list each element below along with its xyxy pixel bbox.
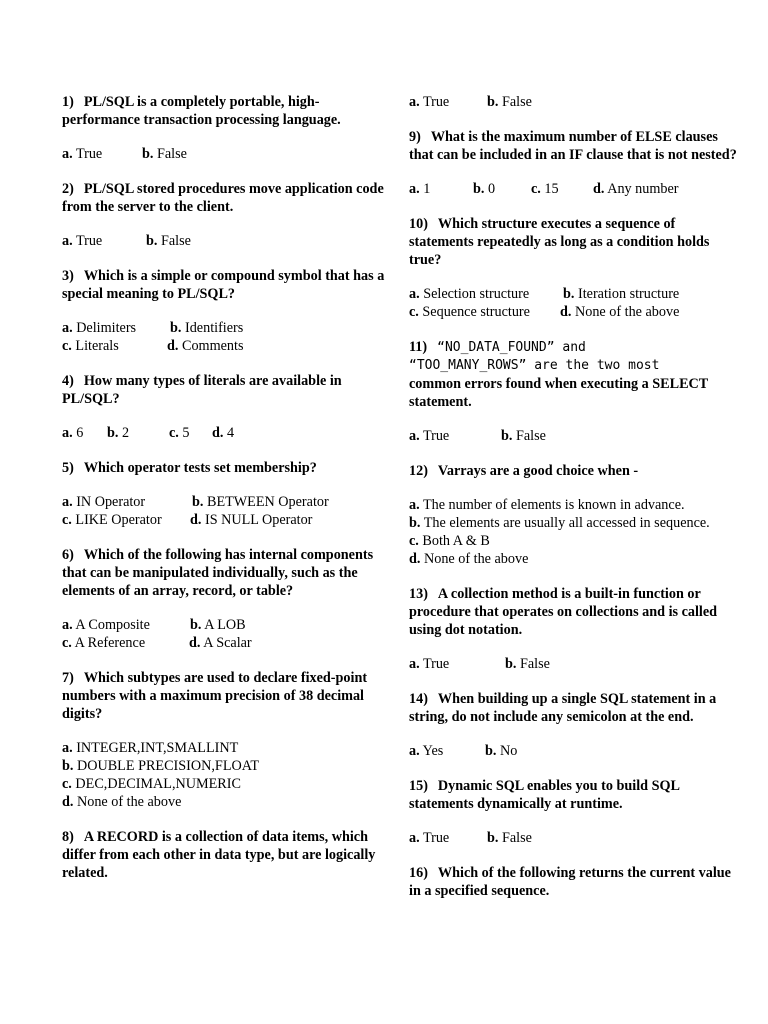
option-d: d. None of the above	[560, 304, 680, 320]
option-a: a. 1	[409, 181, 431, 197]
question-10: 10) Which structure executes a sequence of statements repeatedly as long as a condition holds true?	[409, 216, 710, 268]
options-9	[409, 180, 739, 198]
options-8	[409, 93, 739, 111]
option-d: d. Any number	[593, 181, 679, 197]
options-3	[62, 319, 387, 355]
question-6: 6) Which of the following has internal components that can be manipulated individually, such as the elements of an array, record, or table?	[62, 547, 374, 599]
option-b: b. False	[505, 656, 550, 672]
option-d: d. A Scalar	[189, 635, 252, 651]
question-4: 4) How many types of literals are available in PL/SQL?	[62, 373, 342, 407]
option-a: a. True	[409, 428, 450, 444]
question-12: 12) Varrays are a good choice when -	[409, 463, 639, 479]
options-1	[62, 145, 387, 163]
option-d: d. Comments	[167, 338, 244, 354]
options-11	[409, 427, 739, 445]
options-4	[62, 424, 387, 442]
option-a: a. True	[409, 656, 450, 672]
options-14	[409, 742, 739, 760]
option-a: a. The number of elements is known in advance.	[409, 497, 685, 513]
option-a: a. Delimiters	[62, 320, 137, 336]
option-a: a. True	[62, 146, 103, 162]
option-c: c. DEC,DECIMAL,NUMERIC	[62, 776, 241, 792]
option-b: b. False	[501, 428, 546, 444]
option-c: c. 15	[531, 181, 559, 197]
option-b: b. 2	[107, 425, 130, 441]
question-15: 15) Dynamic SQL enables you to build SQL statements dynamically at runtime.	[409, 778, 680, 812]
option-b: b. False	[487, 94, 532, 110]
question-5: 5) Which operator tests set membership?	[62, 460, 317, 476]
option-a: a. Yes	[409, 743, 444, 759]
right-column	[409, 93, 739, 900]
options-13	[409, 655, 739, 673]
options-12	[409, 496, 739, 568]
options-7	[62, 739, 387, 811]
option-b: b. BETWEEN Operator	[192, 494, 329, 510]
question-1: 1) PL/SQL is a completely portable, high-performance transaction processing language.	[62, 94, 341, 128]
question-16: 16) Which of the following returns the current value in a specified sequence.	[409, 865, 731, 899]
option-b: b. The elements are usually all accessed in sequence.	[409, 515, 710, 531]
question-7: 7) Which subtypes are used to declare fixed-point numbers with a maximum precision of 38 decimal digits?	[62, 670, 368, 722]
option-a: a. True	[409, 94, 450, 110]
options-15	[409, 829, 739, 847]
left-column	[62, 93, 387, 882]
option-a: a. A Composite	[62, 617, 150, 633]
option-c: c. Literals	[62, 338, 119, 354]
options-10	[409, 285, 739, 321]
option-b: b. Iteration structure	[563, 286, 680, 302]
option-c: c. Sequence structure	[409, 304, 530, 320]
option-b: b. 0	[473, 181, 496, 197]
question-8: 8) A RECORD is a collection of data items, which differ from each other in data type, but are logically related.	[62, 829, 376, 881]
option-c: c. LIKE Operator	[62, 512, 162, 528]
option-d: d. None of the above	[62, 794, 182, 810]
option-b: b. No	[485, 743, 518, 759]
question-14: 14) When building up a single SQL statement in a string, do not include any semicolon at the end.	[409, 691, 717, 725]
option-a: a. True	[62, 233, 103, 249]
option-c: c. A Reference	[62, 635, 146, 651]
option-a: a. Selection structure	[409, 286, 530, 302]
option-b: b. A LOB	[190, 617, 246, 633]
option-b: b. DOUBLE PRECISION,FLOAT	[62, 758, 260, 774]
option-d: d. IS NULL Operator	[190, 512, 313, 528]
option-a: a. True	[409, 830, 450, 846]
options-5	[62, 493, 387, 529]
option-c: c. Both A & B	[409, 533, 490, 549]
option-b: b. Identifiers	[170, 320, 244, 336]
option-b: b. False	[487, 830, 532, 846]
options-2	[62, 232, 387, 250]
question-13: 13) A collection method is a built-in function or procedure that operates on collections and is called using dot notation.	[409, 586, 718, 638]
question-3: 3) Which is a simple or compound symbol that has a special meaning to PL/SQL?	[62, 268, 385, 302]
question-2: 2) PL/SQL stored procedures move application code from the server to the client.	[62, 181, 384, 215]
option-a: a. INTEGER,INT,SMALLINT	[62, 740, 239, 756]
option-d: d. None of the above	[409, 551, 529, 567]
options-6	[62, 616, 387, 652]
question-11: 11) “NO_DATA_FOUND” and “TOO_MANY_ROWS” are the two most common errors found when executing a SELECT statement.	[409, 339, 709, 410]
option-d: d. 4	[212, 425, 235, 441]
option-a: a. 6	[62, 425, 84, 441]
question-9: 9) What is the maximum number of ELSE clauses that can be included in an IF clause that is not nested?	[409, 129, 737, 163]
option-b: b. False	[146, 233, 191, 249]
option-a: a. IN Operator	[62, 494, 146, 510]
option-b: b. False	[142, 146, 187, 162]
option-c: c. 5	[169, 425, 190, 441]
